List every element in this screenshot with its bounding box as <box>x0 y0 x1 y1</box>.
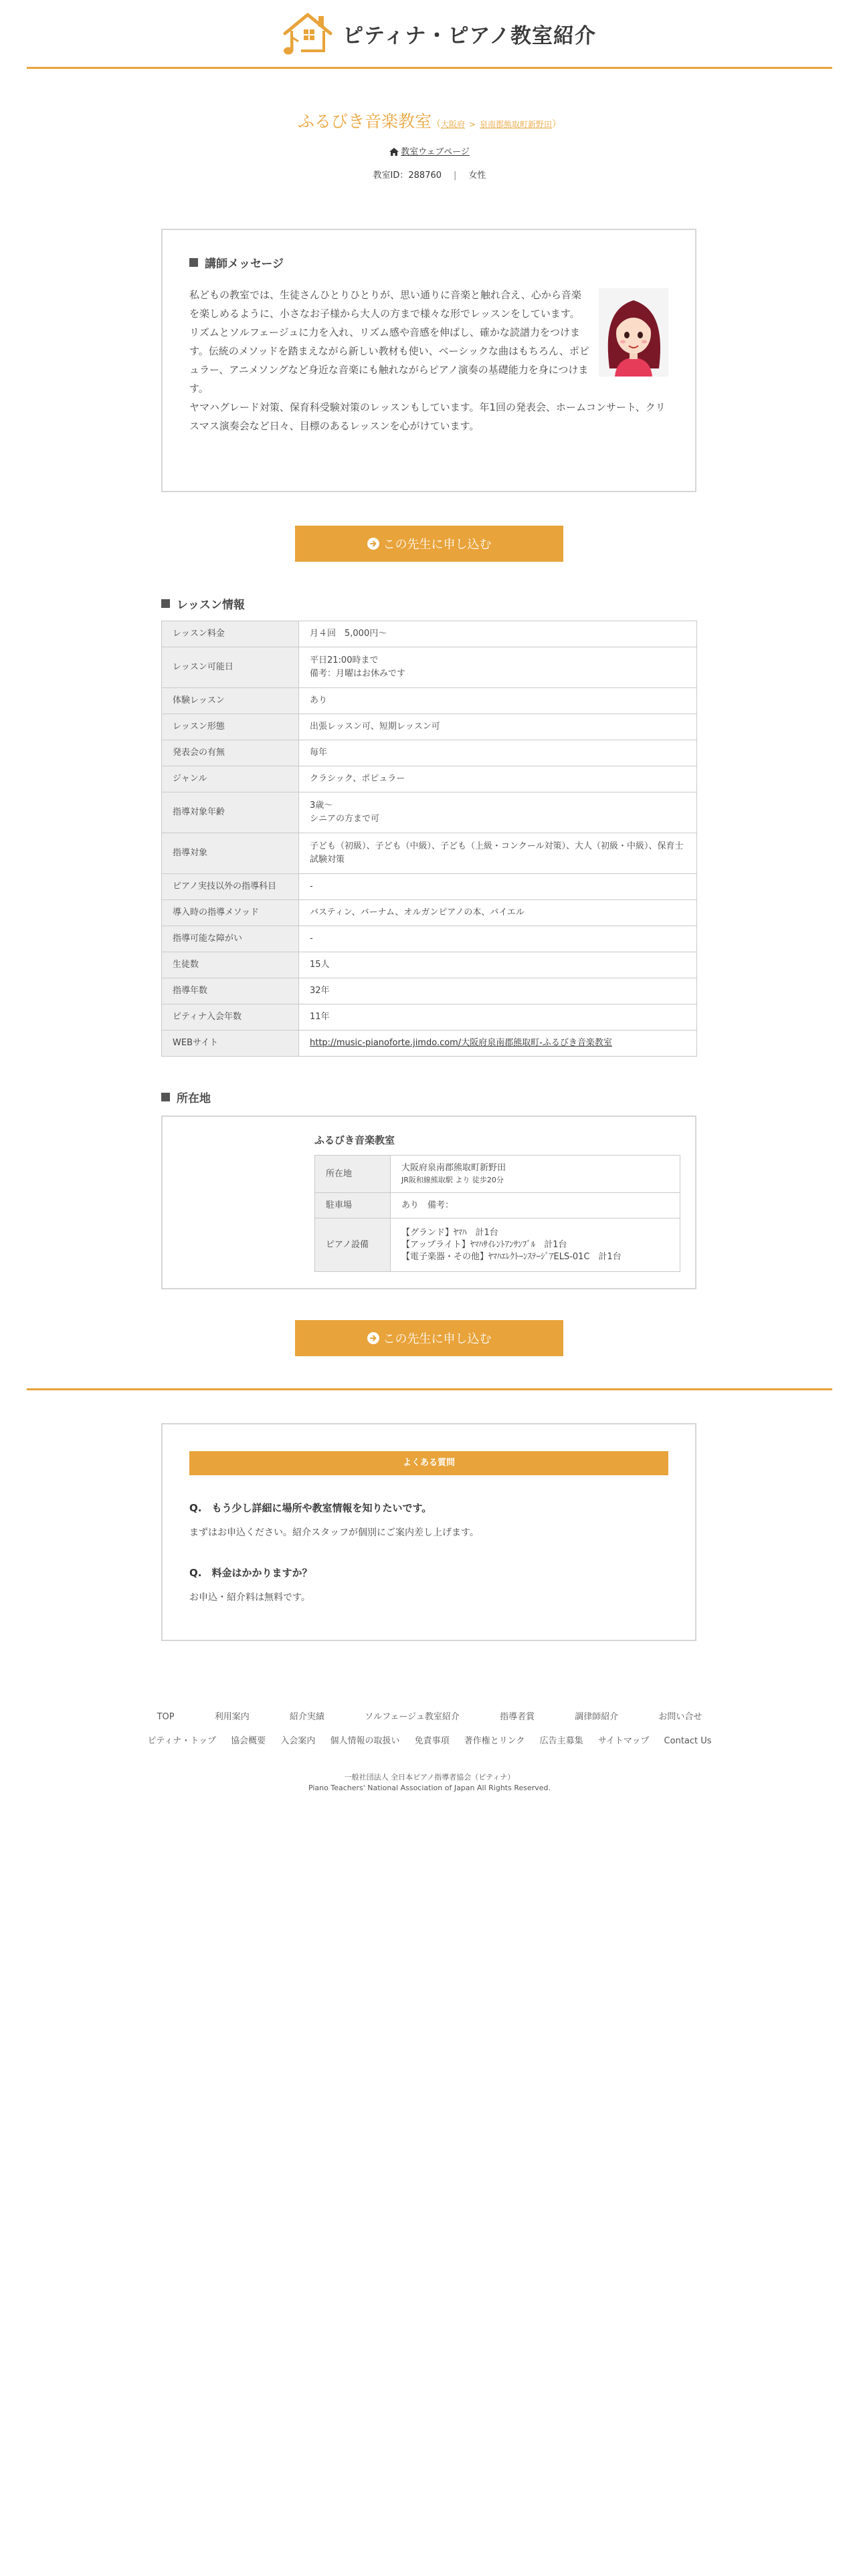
school-header: ふるびき音楽教室（大阪府 > 泉南郡熊取町新野田） 教室ウェブページ 教室ID：288760 | 女性 <box>297 112 562 181</box>
table-row <box>162 688 697 714</box>
footer-link-award[interactable]: 指導者賞 <box>500 1712 535 1722</box>
teacher-gender: 女性 <box>468 171 486 181</box>
piano-item: 【電子楽器・その他】ﾔﾏﾊｴﾚｸﾄｰﾝｽﾃｰｼﾞｱELS-01C 計1台 <box>401 1251 622 1262</box>
content-divider <box>27 1388 832 1390</box>
row-label: 駐車場 <box>315 1193 391 1218</box>
row-label: ピアノ設備 <box>315 1218 391 1272</box>
row-label: 生徒数 <box>162 952 299 978</box>
row-label: WEBサイト <box>162 1031 299 1057</box>
square-bullet-icon <box>161 599 170 608</box>
footer-link-privacy[interactable]: 個人情報の取扱い <box>330 1736 400 1746</box>
row-label: 指導対象年齢 <box>162 792 299 833</box>
faq-question: Q. もう少し詳細に場所や教室情報を知りたいです。 <box>189 1502 432 1514</box>
copyright-ja: 一般社団法人 全日本ピアノ指導者協会（ピティナ） <box>344 1773 515 1782</box>
footer-link-sitemap[interactable]: サイトマップ <box>597 1736 650 1746</box>
site-header <box>0 0 859 67</box>
message-paragraph: ヤマハグレード対策、保育科受験対策のレッスンもしています。年1回の発表会、ホームコンサート、クリスマス演奏会など日々、目標のあるレッスンを心がけています。 <box>189 401 666 432</box>
table-row <box>162 952 697 978</box>
row-label: 導入時の指導メソッド <box>162 900 299 926</box>
row-value: バスティン、バーナム、オルガンピアノの本、バイエル <box>299 900 697 926</box>
teacher-avatar <box>599 288 668 377</box>
row-value: 出張レッスン可、短期レッスン可 <box>299 714 697 740</box>
location-box <box>161 1115 696 1289</box>
copyright-en: Piano Teachers' National Association of Japan All Rights Reserved. <box>308 1784 551 1792</box>
faq-title: よくある質問 <box>189 1451 668 1475</box>
header-divider <box>27 67 832 69</box>
footer-link-top[interactable]: TOP <box>157 1712 175 1722</box>
table-row <box>162 621 697 647</box>
access-value: JR阪和線熊取駅 より 徒歩20分 <box>401 1175 504 1184</box>
table-row <box>315 1156 680 1193</box>
apply-button[interactable] <box>295 1320 563 1356</box>
row-value: 平日21:00時まで <box>310 655 379 665</box>
row-value: 32年 <box>299 978 697 1004</box>
faq-answer: お申込・紹介料は無料です。 <box>189 1592 310 1603</box>
table-row <box>162 740 697 766</box>
home-icon <box>389 148 399 156</box>
footer-link-contact[interactable]: お問い合せ <box>658 1712 702 1722</box>
footer-link-advertise[interactable]: 広告主募集 <box>539 1736 583 1746</box>
footer-link-contact-us[interactable]: Contact Us <box>664 1736 712 1746</box>
row-value: - <box>299 926 697 952</box>
location-school-name: ふるびき音楽教室 <box>314 1134 395 1146</box>
apply-button-label: この先生に申し込む <box>383 1332 492 1346</box>
table-row <box>162 900 697 926</box>
row-value: 毎年 <box>299 740 697 766</box>
location-section-title: 所在地 <box>177 1092 211 1105</box>
table-row <box>315 1193 680 1218</box>
footer-link-guide[interactable]: 利用案内 <box>214 1712 250 1722</box>
square-bullet-icon <box>161 1093 170 1101</box>
lesson-info-table <box>161 621 697 1057</box>
row-label: 指導可能な障がい <box>162 926 299 952</box>
school-id: 教室ID：288760 <box>373 171 442 181</box>
school-web-link[interactable]: 教室ウェブページ <box>401 147 470 157</box>
row-value-note: シニアの方まで可 <box>310 814 380 824</box>
site-logo[interactable] <box>281 11 596 56</box>
table-row <box>315 1218 680 1272</box>
table-row <box>162 714 697 740</box>
row-value: 月４回 5,000円～ <box>299 621 697 647</box>
footer-link-disclaimer[interactable]: 免責事項 <box>414 1736 450 1746</box>
piano-item: 【アップライト】ﾔﾏﾊｻｲﾚﾝﾄｱﾝｻﾝﾌﾞﾙ 計1台 <box>401 1239 567 1250</box>
circle-arrow-right-icon <box>367 1332 379 1344</box>
prefecture-link[interactable]: 大阪府 <box>440 120 465 129</box>
message-body <box>189 286 668 435</box>
row-value: 11年 <box>299 1004 697 1031</box>
copyright <box>0 1772 859 1794</box>
faq-box <box>161 1423 696 1641</box>
footer-link-ptna-top[interactable]: ピティナ・トップ <box>147 1736 217 1746</box>
teacher-message-box <box>161 229 696 492</box>
row-value-note: 備考：月曜はお休みです <box>310 669 406 679</box>
table-row <box>162 1004 697 1031</box>
row-label: 体験レッスン <box>162 688 299 714</box>
row-label: 指導対象 <box>162 833 299 874</box>
location-table <box>314 1155 680 1272</box>
address-value: 大阪府泉南郡熊取町新野田 <box>401 1162 506 1173</box>
footer-link-solfege[interactable]: ソルフェージュ教室紹介 <box>365 1712 460 1722</box>
row-value: - <box>299 874 697 900</box>
table-row <box>162 978 697 1004</box>
message-title: 講師メッセージ <box>205 257 284 271</box>
row-value: あり <box>299 688 697 714</box>
table-row <box>162 766 697 792</box>
apply-button[interactable] <box>295 526 563 562</box>
row-label: ジャンル <box>162 766 299 792</box>
city-link[interactable]: 泉南郡熊取町新野田 <box>480 120 553 129</box>
footer-nav-secondary <box>0 1733 859 1746</box>
website-link[interactable]: http://music-pianoforte.jimdo.com/大阪府泉南郡熊取町-ふるびき音楽教室 <box>310 1038 612 1048</box>
row-label: ピティナ入会年数 <box>162 1004 299 1031</box>
message-paragraph: リズムとソルフェージュに力を入れ、リズム感や音感を伸ばし、確かな読譜力をつけます。伝統のメソッドを踏まえながら新しい教材も使い、ベーシックな曲はもちろん、ポピュラー、アニメソングなど身近な音楽にも触れながらピアノ演奏の基礎能力を身につけます。 <box>189 326 589 395</box>
table-row <box>162 833 697 874</box>
footer-nav-primary <box>0 1709 859 1722</box>
message-paragraph: 私どもの教室では、生徒さんひとりひとりが、思い通りに音楽と触れ合え、心から音楽を楽しめるように、小さなお子様から大人の方まで様々な形でレッスンをしています。 <box>189 289 581 320</box>
table-row <box>162 792 697 833</box>
parking-value: あり 備考： <box>391 1193 680 1218</box>
footer-link-results[interactable]: 紹介実績 <box>289 1712 324 1722</box>
school-name: ふるびき音楽教室 <box>297 112 432 131</box>
circle-arrow-right-icon <box>367 538 379 550</box>
row-label: 指導年数 <box>162 978 299 1004</box>
house-music-logo-icon <box>281 11 335 56</box>
table-row <box>162 1031 697 1057</box>
faq-question: Q. 料金はかかりますか？ <box>189 1567 312 1579</box>
row-label: 所在地 <box>315 1156 391 1193</box>
row-label: レッスン料金 <box>162 621 299 647</box>
faq-answer: まずはお申込ください。紹介スタッフが個別にご案内差し上げます。 <box>189 1527 479 1538</box>
footer-link-tuner[interactable]: 調律師紹介 <box>575 1712 619 1722</box>
square-bullet-icon <box>189 258 198 267</box>
row-label: レッスン形態 <box>162 714 299 740</box>
row-value: 15人 <box>299 952 697 978</box>
lesson-section-title: レッスン情報 <box>177 599 245 612</box>
piano-item: 【グランド】ﾔﾏﾊ 計1台 <box>401 1227 498 1238</box>
table-row <box>162 647 697 688</box>
footer-link-copyright[interactable]: 著作権とリンク <box>464 1736 525 1746</box>
table-row <box>162 874 697 900</box>
footer-link-membership[interactable]: 入会案内 <box>280 1736 316 1746</box>
row-label: レッスン可能日 <box>162 647 299 688</box>
apply-button-label: この先生に申し込む <box>383 538 492 552</box>
logo-text: ピティナ・ピアノ教室紹介 <box>343 23 597 48</box>
table-row <box>162 926 697 952</box>
row-label: ピアノ実技以外の指導科目 <box>162 874 299 900</box>
row-value: 3歳～ <box>310 800 333 811</box>
row-value: クラシック、ポピュラー <box>299 766 697 792</box>
row-label: 発表会の有無 <box>162 740 299 766</box>
footer-link-about[interactable]: 協会概要 <box>231 1736 266 1746</box>
row-value: 子ども（初級）、子ども（中級）、子ども（上級・コンクール対策）、大人（初級・中級）、保育士試験対策 <box>299 833 697 874</box>
